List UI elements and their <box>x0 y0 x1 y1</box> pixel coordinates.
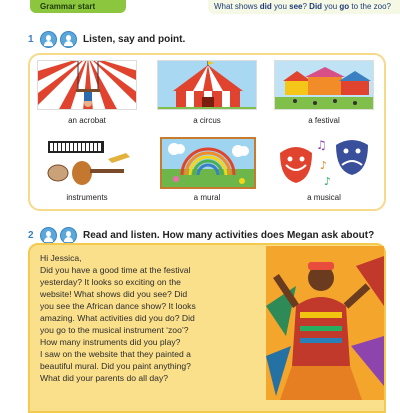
letter-line: you see the African dance show? It looks <box>40 301 196 311</box>
grammar-question <box>208 0 400 14</box>
african-dancer-photo <box>266 246 384 400</box>
section-number: 2 <box>28 229 34 241</box>
letter-line: Hi Jessica, <box>40 253 82 263</box>
circus-tent-picture <box>157 60 257 110</box>
svg-text:♪: ♪ <box>324 175 332 188</box>
question-part: Did <box>309 2 323 11</box>
letter-line: yesterday? It looks so exciting on the <box>40 277 181 287</box>
caption-circus: a circus <box>193 116 221 125</box>
question-part: ? <box>302 2 310 11</box>
letter-line: How many instruments did you play? <box>40 337 181 347</box>
letter-line: I saw on the website that they painted a <box>40 349 191 359</box>
section-title: Listen, say and point. <box>83 33 186 45</box>
question-part: you <box>322 2 340 11</box>
question-part: go <box>339 2 350 11</box>
listen-icon <box>40 31 57 48</box>
acrobat-picture <box>37 60 137 110</box>
speak-icon <box>60 31 77 48</box>
question-part: did <box>259 2 272 11</box>
letter-line: What did your parents do all day? <box>40 373 169 383</box>
email-letter <box>40 252 266 384</box>
letter-line: website! What shows did you see? Did <box>40 289 188 299</box>
caption-instruments: instruments <box>66 193 108 202</box>
svg-text:♪: ♪ <box>320 159 328 172</box>
rainbow-mural-picture <box>160 137 256 189</box>
section-number: 1 <box>28 33 34 45</box>
theatre-masks-picture <box>276 135 372 189</box>
caption-mural: a mural <box>193 193 221 202</box>
question-part: to the zoo? <box>349 2 391 11</box>
top-bar <box>0 0 400 14</box>
listen-icon <box>60 227 77 244</box>
section-2-header <box>28 226 374 244</box>
question-part: see <box>289 2 303 11</box>
svg-text:♫: ♫ <box>316 138 327 152</box>
festival-picture <box>274 60 374 110</box>
section-title: Read and listen. How many activities does Megan ask about? <box>83 229 375 241</box>
caption-musical: a musical <box>307 193 341 202</box>
caption-festival: a festival <box>308 116 340 125</box>
section-1-header <box>28 30 185 48</box>
letter-line: Did you have a good time at the festival <box>40 265 191 275</box>
letter-line: beautiful mural. Did you paint anything? <box>40 361 191 371</box>
question-part: you <box>271 2 290 11</box>
caption-acrobat: an acrobat <box>68 116 106 125</box>
question-part: What shows <box>214 2 260 11</box>
grammar-start-tab: Grammar start <box>30 0 126 13</box>
letter-line: you go to the musical instrument ‘zoo’? <box>40 325 189 335</box>
letter-line: amazing. What activities did you do? Did <box>40 313 195 323</box>
instruments-picture <box>42 135 134 189</box>
read-icon <box>40 227 57 244</box>
